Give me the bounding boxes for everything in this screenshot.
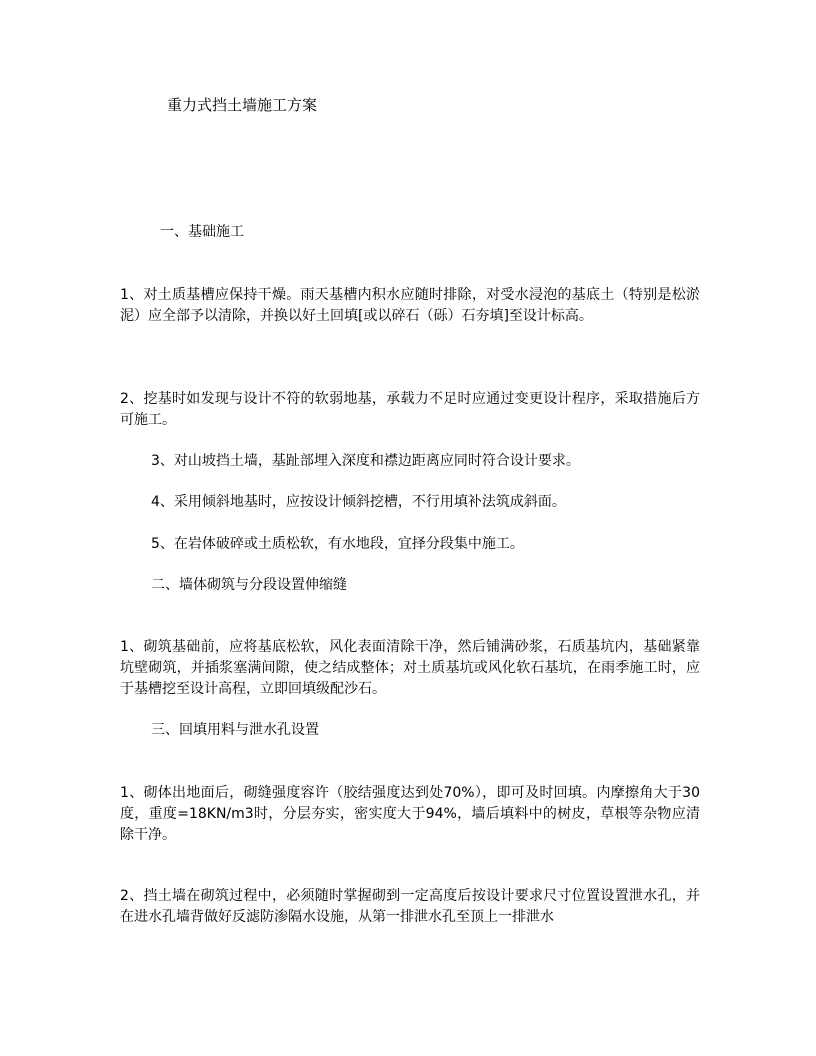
section-heading-backfill: 三、回填用料与泄水孔设置 [151, 722, 319, 738]
paragraph-1-2: 2、挖基时如发现与设计不符的软弱地基，承载力不足时应通过变更设计程序，采取措施后方可施工。 [120, 391, 700, 428]
section-heading-wall-masonry: 二、墙体砌筑与分段设置伸缩缝 [151, 577, 347, 593]
paragraph-1-3: 3、对山坡挡土墙，基趾部埋入深度和襟边距离应同时符合设计要求。 [151, 453, 580, 469]
paragraph-1-4: 4、采用倾斜地基时，应按设计倾斜挖槽，不行用填补法筑成斜面。 [151, 494, 566, 510]
paragraph-1-5: 5、在岩体破碎或土质松软，有水地段，宜择分段集中施工。 [151, 536, 524, 552]
section-heading-foundation: 一、基础施工 [160, 224, 244, 240]
paragraph-3-2: 2、挡土墙在砌筑过程中，必须随时掌握砌到一定高度后按设计要求尺寸位置设置泄水孔，并在进水孔墙背做好反滤防渗隔水设施，从第一排泄水孔至顶上一排泄水 [120, 888, 700, 925]
document-title: 重力式挡土墙施工方案 [167, 96, 318, 114]
paragraph-2-1: 1、砌筑基础前，应将基底松软，风化表面清除干净，然后铺满砂浆，石质基坑内，基础紧靠坑壁砌筑，并插浆塞满间隙，使之结成整体；对土质基坑或风化软石基坑，在雨季施工时，应于基槽挖至设计高程，立即回填级配沙石。 [120, 639, 700, 697]
paragraph-3-1: 1、砌体出地面后，砌缝强度容许（胶结强度达到处70%），即可及时回填。内摩擦角大于30度，重度=18KN/m3时，分层夯实，密实度大于94%，墙后填料中的树皮，草根等杂物应清除干净。 [120, 785, 700, 843]
paragraph-1-1: 1、对土质基槽应保持干燥。雨天基槽内积水应随时排除，对受水浸泡的基底土（特别是松淤泥）应全部予以清除，并换以好土回填[或以碎石（砾）石夯填]至设计标高。 [120, 287, 700, 324]
